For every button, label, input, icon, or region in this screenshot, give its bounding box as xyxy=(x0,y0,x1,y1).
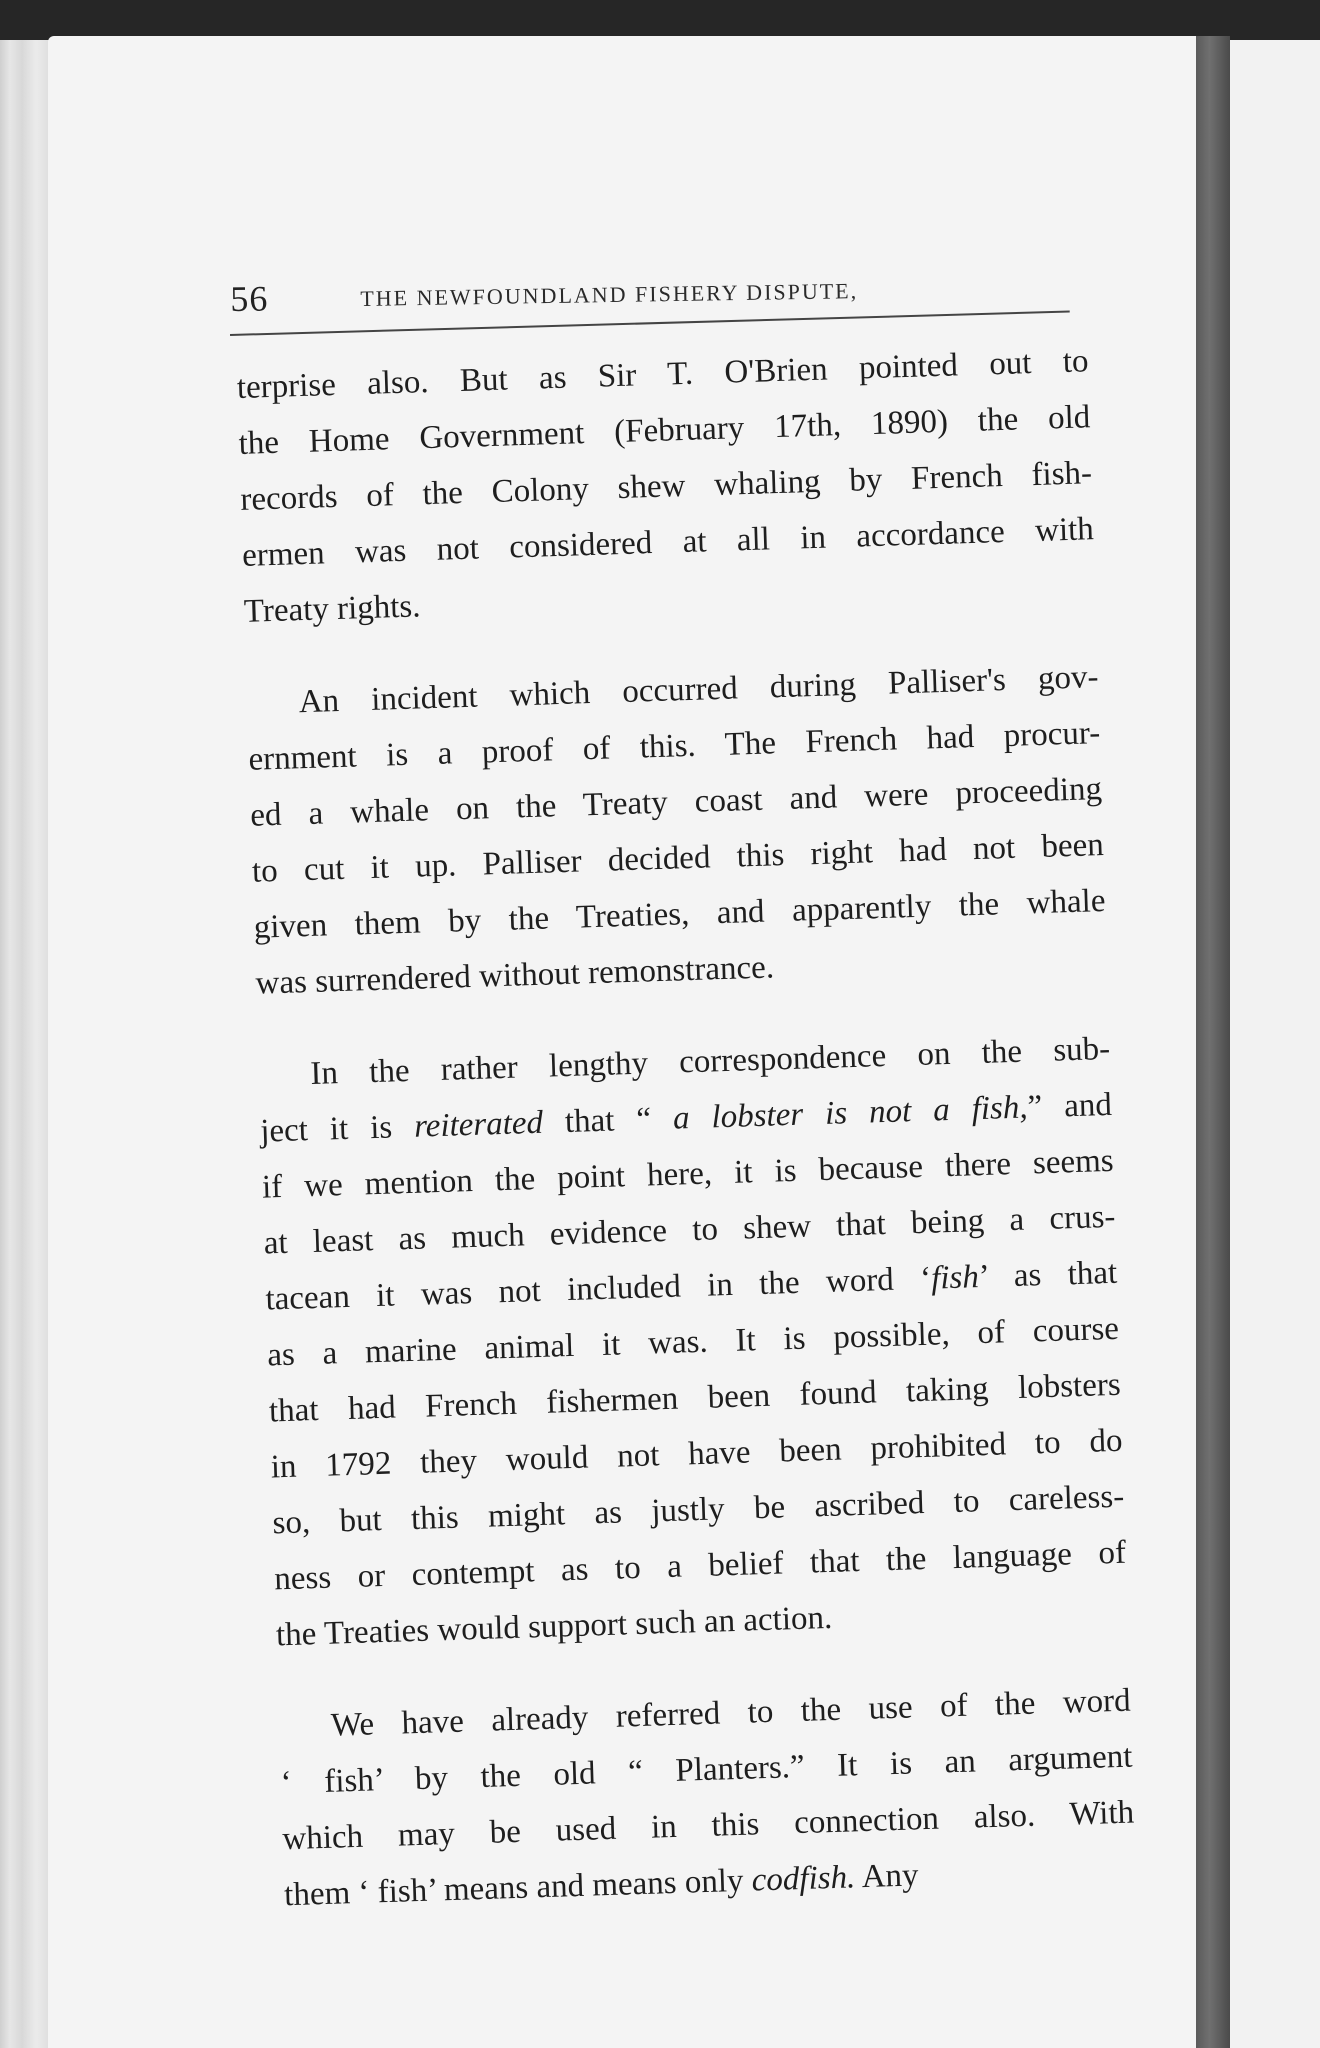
page-number: 56 xyxy=(230,278,269,319)
text-run: in 1792 they would not have been prohibited to do xyxy=(270,1422,1123,1486)
text-run: We have already referred to the use of the word xyxy=(330,1682,1132,1744)
text-line: to cut it up. Palliser decided this right had not been xyxy=(251,826,1105,890)
text-line: given them by the Treaties, and apparently the whale xyxy=(253,882,1106,946)
text-line: Treaty rights. xyxy=(243,588,422,630)
text-run: at least as much evidence to shew that being a crus- xyxy=(263,1198,1116,1262)
italic-text: fish xyxy=(930,1259,980,1297)
paragraph-3 xyxy=(258,1021,1129,1663)
text-run: ject it is xyxy=(259,1108,415,1150)
text-run: ness or contempt as to a belief that the language of xyxy=(273,1534,1127,1598)
text-run: Any xyxy=(854,1857,920,1896)
text-run: the Treaties would support such an action. xyxy=(275,1599,833,1654)
text-line: ed a whale on the Treaty coast and were proceeding xyxy=(249,771,1103,834)
paragraph-4 xyxy=(278,1673,1137,1924)
italic-text: a lobster is not a fish, xyxy=(672,1089,1029,1137)
text-line: the Home Government (February 17th, 1890) the old xyxy=(238,399,1091,462)
body-text xyxy=(236,333,1138,1959)
facing-page-edge xyxy=(1230,40,1320,2048)
text-run: them ‘ fish’ means and means only xyxy=(283,1862,753,1914)
scan-border xyxy=(0,0,1320,40)
text-run: as a marine animal it was. It is possible, of course xyxy=(266,1310,1120,1374)
text-run: ’ as that xyxy=(978,1254,1118,1296)
text-line: ernment is a proof of this. The French had procur- xyxy=(247,715,1101,778)
text-run: so, but this might as justly be ascribed to careless- xyxy=(271,1478,1125,1542)
text-line: records of the Colony shew whaling by French fish- xyxy=(239,455,1093,518)
text-run: which may be used in this connection also. With xyxy=(281,1794,1135,1858)
text-line: was surrendered without remonstrance. xyxy=(255,949,775,1002)
text-run: if we mention the point here, it is because there seems xyxy=(261,1142,1115,1206)
paragraph-2 xyxy=(246,649,1108,1012)
text-run: that had French fishermen been found taking lobsters xyxy=(268,1366,1122,1430)
italic-text: codfish. xyxy=(751,1859,856,1899)
text-line: ermen was not considered at all in accordance with xyxy=(241,511,1095,574)
text-run: ” and xyxy=(1027,1086,1113,1126)
text-run: ‘ fish’ by the old “ Planters.” It is an argument xyxy=(280,1738,1133,1802)
text-run: In the rather lengthy correspondence on the sub- xyxy=(309,1030,1111,1093)
text-run: tacean it was not included in the word ‘ xyxy=(264,1260,932,1318)
paragraph-1 xyxy=(236,333,1096,640)
text-line: An incident which occurred during Palliser's gov- xyxy=(298,659,1099,721)
page-edge xyxy=(1196,36,1230,2048)
running-title: THE NEWFOUNDLAND FISHERY DISPUTE, xyxy=(360,278,859,311)
italic-text: reiterated xyxy=(413,1104,544,1145)
text-line: terprise also. But as Sir T. O'Brien pointed out to xyxy=(236,343,1090,406)
text-run: that “ xyxy=(542,1100,674,1141)
